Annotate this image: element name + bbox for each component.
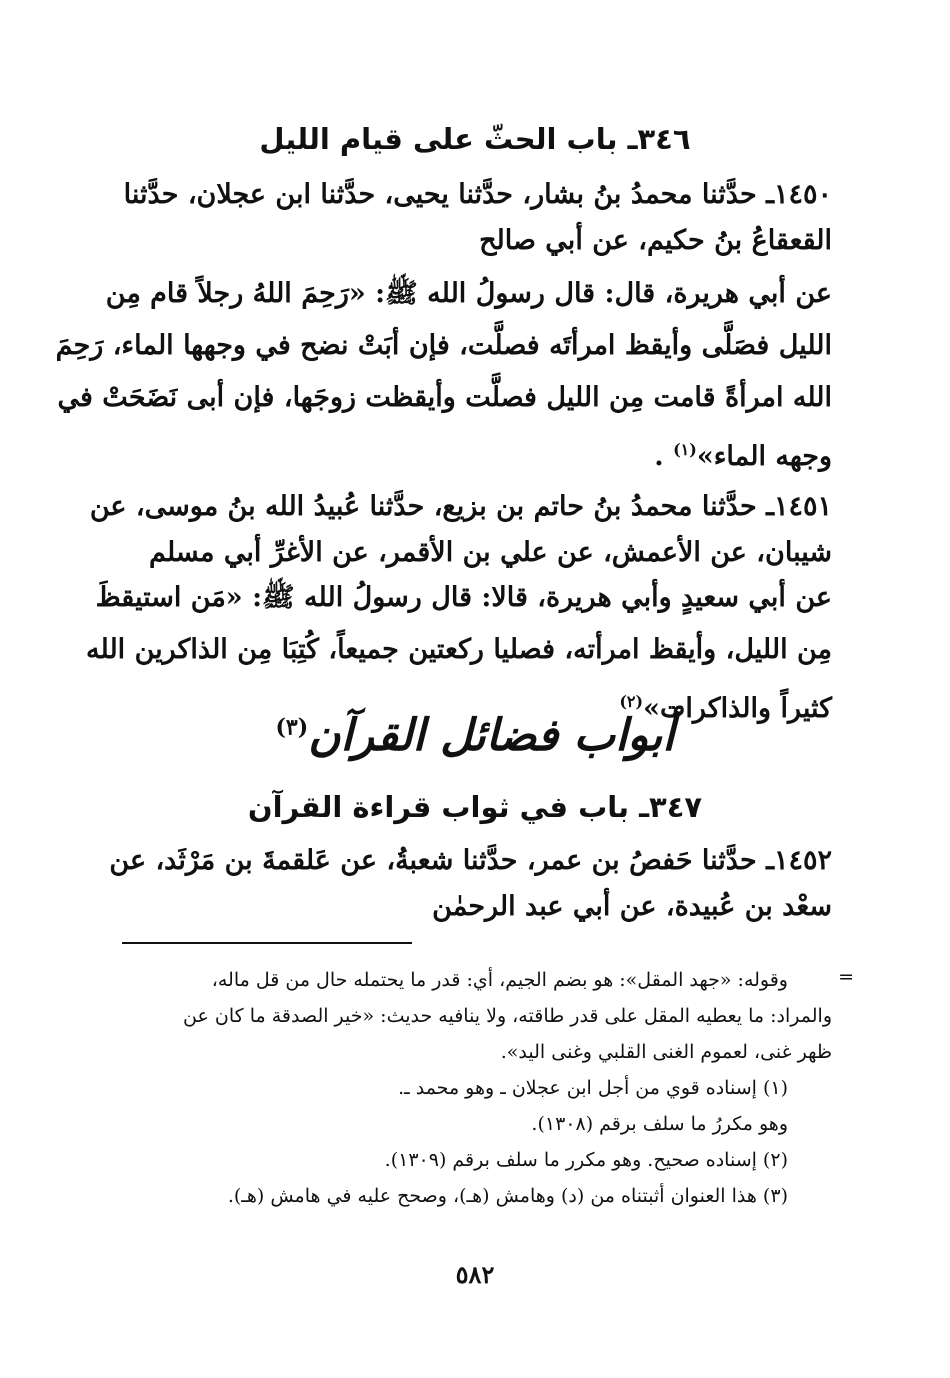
hadith-1450-isnad-line-1: ١٤٥٠ـ حدَّثنا محمدُ بنُ بشار، حدَّثنا يحيى، حدَّثنا ابن عجلان، حدَّثنا: [123, 179, 832, 210]
footnote-3: (٣) هذا العنوان أثبتناه من (د) وهامش (هـ)، وصحح عليه في هامش (هـ).: [227, 1185, 788, 1207]
hadith-1450-matn: [55, 268, 832, 483]
hadith-1451-matn-line-2: مِن الليل، وأيقظ امرأته، فصليا ركعتين جميعاً، كُتِبَا مِن الذاكرين الله: [86, 634, 832, 665]
footnote-separator: [122, 942, 412, 944]
footnote-cont-line-2: والمراد: ما يعطيه المقل على قدر طاقته، ولا ينافيه حديث: «خير الصدقة ما كان عن: [183, 1005, 832, 1027]
section-title: أبواب فضائل القرآن: [308, 710, 675, 761]
hadith-1450-matn-line-4: [117, 424, 832, 483]
hadith-1450-matn-line-3: الله امرأةً قامت مِن الليل فصلَّت وأيقظت زوجَها، فإن أبى نَضَحَتْ في: [57, 382, 832, 413]
hadith-1451-isnad: [89, 484, 832, 576]
footnote-continuation-mark: =: [838, 966, 854, 988]
footnote-1-cont: وهو مكررُ ما سلف برقم (١٣٠٨).: [531, 1113, 788, 1135]
footnote-2: (٢) إسناده صحيح. وهو مكرر ما سلف برقم (١٣٠٩).: [384, 1149, 788, 1171]
page-number: ٥٨٢: [455, 1260, 495, 1289]
footnote-cont-line-3: ظهر غنى، لعموم الغنى القلبي وغنى اليد».: [500, 1041, 832, 1063]
hadith-1450-isnad: [117, 172, 832, 264]
section-heading-calligraphy: [0, 710, 950, 761]
footnote-cont-line-1: وقوله: «جهد المقل»: هو بضم الجيم، أي: قدر ما يحتمله حال من قل ماله،: [211, 969, 788, 991]
hadith-1451-matn-end: كثيراً والذاكرات»: [643, 693, 832, 724]
hadith-1452-isnad: [109, 838, 832, 930]
footnotes-block: [117, 962, 832, 1214]
hadith-1450-matn-end: وجهه الماء»: [696, 441, 832, 472]
hadith-1450-matn-line-1: عن أبي هريرة، قال: قال رسولُ الله ﷺ: «رَحِمَ اللهُ رجلاً قام مِن: [105, 278, 832, 309]
footnote-ref-3: (٣): [275, 714, 309, 741]
footnote-ref-1: (١): [673, 440, 697, 459]
hadith-1451-isnad-line-2: شيبان، عن الأعمش، عن علي بن الأقمر، عن الأغرِّ أبي مسلم: [149, 537, 832, 568]
hadith-1452-isnad-line-2: سعْد بن عُبيدة، عن أبي عبد الرحمٰن: [432, 891, 832, 922]
chapter-346-heading: ٣٤٦ـ باب الحثّ على قيام الليل: [259, 122, 691, 156]
footnote-1: (١) إسناده قوي من أجل ابن عجلان ـ وهو محمد ـ.: [398, 1077, 788, 1099]
hadith-1451-matn-line-1: عن أبي سعيدٍ وأبي هريرة، قالا: قال رسولُ الله ﷺ: «مَن استيقظَ: [95, 582, 832, 613]
hadith-1450-matn-line-2: الليل فصَلَّى وأيقظ امرأتَه فصلَّت، فإن أبَتْ نضح في وجهها الماء، رَحِمَ: [55, 330, 832, 361]
footnote-ref-2: (٢): [619, 692, 644, 711]
chapter-347-heading: ٣٤٧ـ باب في ثواب قراءة القرآن: [247, 790, 703, 824]
hadith-1450-end-mark: .: [654, 441, 664, 472]
hadith-1450-isnad-line-2: القعقاعُ بنُ حكيم، عن أبي صالح: [479, 225, 832, 256]
hadith-1451-isnad-line-1: ١٤٥١ـ حدَّثنا محمدُ بنُ حاتم بن بزيع، حدَّثنا عُبيدُ الله بنُ موسى، عن: [89, 491, 832, 522]
hadith-1452-isnad-line-1: ١٤٥٢ـ حدَّثنا حَفصُ بن عمر، حدَّثنا شعبةُ، عن عَلقمةَ بن مَرْثَد، عن: [109, 845, 832, 876]
